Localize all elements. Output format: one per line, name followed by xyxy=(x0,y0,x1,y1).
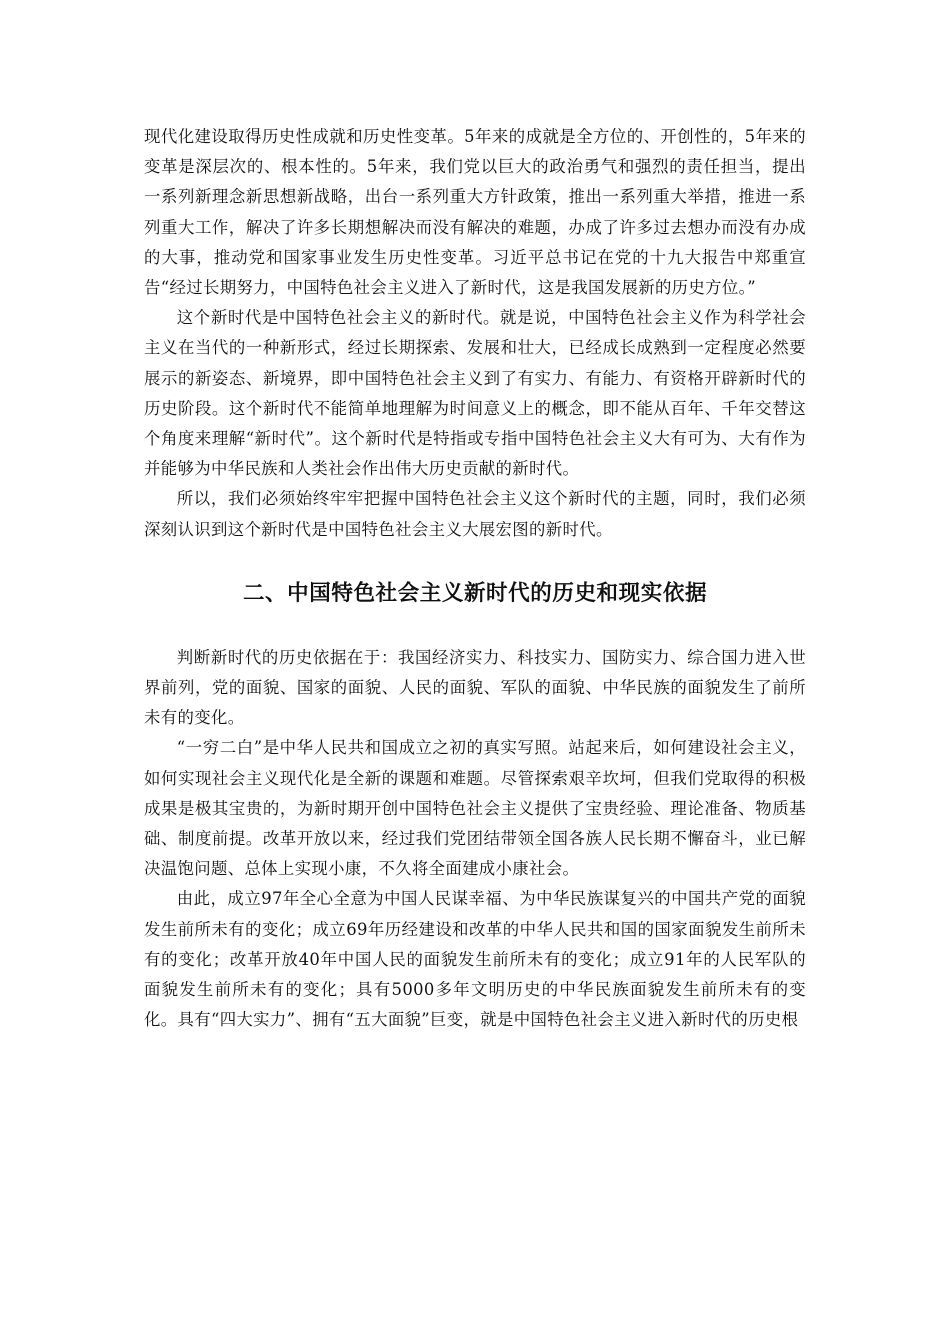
body-paragraph-continued: 现代化建设取得历史性成就和历史性变革。5年来的成就是全方位的、开创性的，5年来的变革是深层次的、根本性的。5年来，我们党以巨大的政治勇气和强烈的责任担当，提出一系列新理念新思想新战略，出台一系列重大方针政策，推出一系列重大举措，推进一系列重大工作，解决了许多长期想解决而没有解决的难题，办成了许多过去想办而没有办成的大事，推动党和国家事业发生历史性变革。习近平总书记在党的十九大报告中郑重宣告“经过长期努力，中国特色社会主义进入了新时代，这是我国发展新的历史方位。” xyxy=(144,127,806,298)
document-body xyxy=(144,122,806,1035)
body-paragraph: 由此，成立97年全心全意为中国人民谋幸福、为中华民族谋复兴的中国共产党的面貌发生前所未有的变化；成立69年历经建设和改革的中华人民共和国的国家面貌发生前所未有的变化；改革开放40年中国人民的面貌发生前所未有的变化；成立91年的人民军队的面貌发生前所未有的变化；具有5000多年文明历史的中华民族面貌发生前所未有的变化。具有“四大实力”、拥有“五大面貌”巨变，就是中国特色社会主义进入新时代的历史根 xyxy=(144,889,806,1030)
body-paragraph: 这个新时代是中国特色社会主义的新时代。就是说，中国特色社会主义作为科学社会主义在当代的一种新形式，经过长期探索、发展和壮大，已经成长成熟到一定程度必然要展示的新姿态、新境界，即中国特色社会主义到了有实力、有能力、有资格开辟新时代的历史阶段。这个新时代不能简单地理解为时间意义上的概念，即不能从百年、千年交替这个角度来理解“新时代”。这个新时代是特指或专指中国特色社会主义大有可为、大有作为并能够为中华民族和人类社会作出伟大历史贡献的新时代。 xyxy=(144,308,806,479)
body-paragraph: 判断新时代的历史依据在于：我国经济实力、科技实力、国防实力、综合国力进入世界前列，党的面貌、国家的面貌、人民的面貌、军队的面貌、中华民族的面貌发生了前所未有的变化。 xyxy=(144,647,806,728)
body-paragraph: 所以，我们必须始终牢牢把握中国特色社会主义这个新时代的主题，同时，我们必须深刻认识到这个新时代是中国特色社会主义大展宏图的新时代。 xyxy=(144,489,806,539)
section-heading: 二、中国特色社会主义新时代的历史和现实依据 xyxy=(242,580,708,606)
body-paragraph: “一穷二白”是中华人民共和国成立之初的真实写照。站起来后，如何建设社会主义，如何实现社会主义现代化是全新的课题和难题。尽管探索艰辛坎坷，但我们党取得的积极成果是极其宝贵的，为新时期开创中国特色社会主义提供了宝贵经验、理论准备、物质基础、制度前提。改革开放以来，经过我们党团结带领全国各族人民长期不懈奋斗，业已解决温饱问题、总体上实现小康，不久将全面建成小康社会。 xyxy=(144,738,806,879)
